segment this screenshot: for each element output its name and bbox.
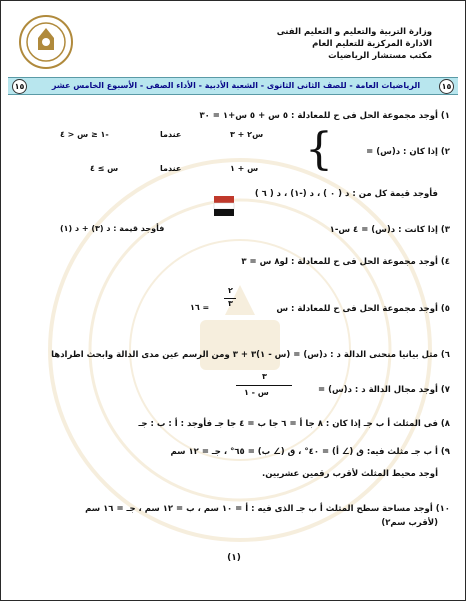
q2-brace: { [305,124,333,175]
q10-followup: (لأقرب سم٢) [381,518,438,528]
flag-icon [212,196,236,216]
q5-exp-num: ٢ [228,286,233,295]
q2-followup: فأوجد قيمة كل من : د ( ٠ ) ، د (-١) ، د ( ٦ ) [254,189,438,199]
q7-numerator: ٣ [262,372,267,381]
q4-label: ٤) أوجد مجموعة الحل فى ح للمعادلة : لو٨ س = ٣ [241,257,450,267]
week-badge-right: ١٥ [439,79,454,94]
week-badge-left: ١٥ [12,79,27,94]
q2-case1-cond: -١ ≤ س < ٤ [60,130,109,139]
ministry-logo [18,14,74,70]
ministry-heading [202,26,432,62]
q9-label: ٩) أ ب جـ مثلث فيه: ق (∠ أ) = ٤٠° ، ق (∠ ب) = ٦٥° ، جـ = ١٢ سم [170,447,450,457]
q9-followup: أوجد محيط المثلث لأقرب رقمين عشريين. [261,469,438,479]
q2-label: ٢) إذا كان : د(س) = [366,147,450,157]
q1-equation: ٥ س + ٥ س+١ = ٣٠ [199,111,289,121]
q5-exp-den: ٣ [228,299,233,308]
q7-label: ٧) أوجد مجال الدالة د : د(س) = [317,385,450,395]
q1-label: ١) أوجد مجموعة الحل فى ح للمعادلة : [291,111,450,121]
q3-followup: فأوجد قيمة : د (٣) + د (١) [60,224,165,233]
q10-label: ١٠) أوجد مساحة سطح المثلث أ ب جـ الذى فيه : أ = ١٠ سم ، ب = ١٢ سم ، جـ = ١٦ سم [85,504,450,514]
course-band [8,77,458,95]
department-name: الادارة المركزية للتعليم العام [312,39,432,49]
q2-case2-cond: س ≥ ٤ [90,164,119,173]
ministry-name: وزارة التربية والتعليم و التعليم الفنى [276,27,432,37]
q2-case1-when: عندما [160,130,182,139]
q2-case2-expr: س + ١ [230,164,259,173]
page-number: (١) [227,553,241,563]
q7-fraction-bar [236,385,292,386]
q2-case2-when: عندما [160,164,182,173]
course-title: الرياضيات العامة - للصف الثانى الثانوى - الشعبة الأدبية - الأداء الصفى - الأسبوع الخامس عشر [51,81,421,90]
question-1 [199,110,450,122]
q5-label: ٥) أوجد مجموعة الحل فى ح للمعادلة : س [276,304,450,314]
q5-rhs: = ١٦ [190,303,210,312]
q8-label: ٨) فى المثلث أ ب جـ إذا كان : ٨ جا أ = ٦ جا ب = ٤ جا جـ فأوجد : أ : ب : جـ [138,419,450,429]
q6-label: ٦) مثل بيانيا منحنى الدالة د : د(س) = (س - ١)٣ + ٣ ومن الرسم عين مدى الدالة وابحث اطرادها [51,350,450,360]
q2-case1-expr: س٢ + ٣ [230,130,264,139]
q3-label: ٣) إذا كانت : د(س) = ٤ س-١ [329,225,450,235]
q7-denominator: س - ١ [244,388,269,397]
office-name: مكتب مستشار الرياضيات [328,51,432,61]
